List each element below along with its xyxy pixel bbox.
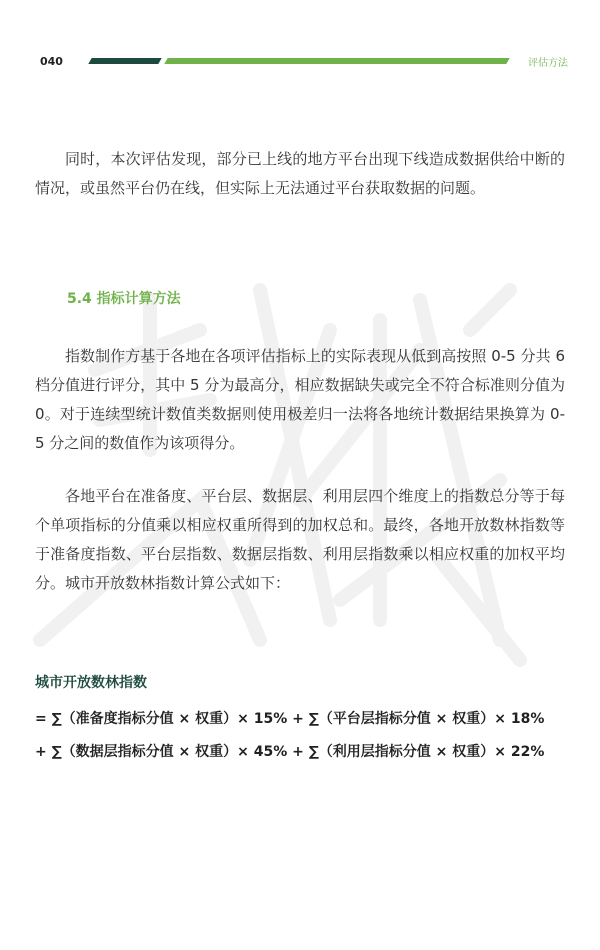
page-number: 040 [40, 55, 63, 68]
formula-title: 城市开放数林指数 [35, 675, 147, 691]
paragraph-1: 同时，本次评估发现，部分已上线的地方平台出现下线造成数据供给中断的情况，或虽然平台仍在线，但实际上无法通过平台获取数据的问题。 [35, 150, 565, 197]
page-header [0, 0, 600, 80]
paragraph-2: 指数制作方基于各地在各项评估指标上的实际表现从低到高按照 0-5 分共 6 档分值进行评分，其中 5 分为最高分，相应数据缺失或完全不符合标准则分值为 0。对于连续型统计数值类数据则使用极差归一法将各地统计数据结果换算为 0-5 分之间的数值作为该项得分。 [35, 347, 565, 452]
formula-line-1: = ∑（准备度指标分值 × 权重）× 15% + ∑（平台层指标分值 × 权重）× 18% [35, 711, 545, 727]
header-bar-green [164, 58, 509, 64]
section-tag: 评估方法 [528, 58, 568, 69]
section-heading: 5.4 指标计算方法 [67, 291, 181, 307]
paragraph-3: 各地平台在准备度、平台层、数据层、利用层四个维度上的指数总分等于每个单项指标的分值乘以相应权重所得到的加权总和。最终，各地开放数林指数等于准备度指数、平台层指数、数据层指数、利用层指数乘以相应权重的加权平均分。城市开放数林指数计算公式如下： [35, 487, 565, 592]
header-bar-dark [88, 58, 161, 64]
formula-line-2: + ∑（数据层指标分值 × 权重）× 45% + ∑（利用层指标分值 × 权重）× 22% [35, 744, 545, 760]
